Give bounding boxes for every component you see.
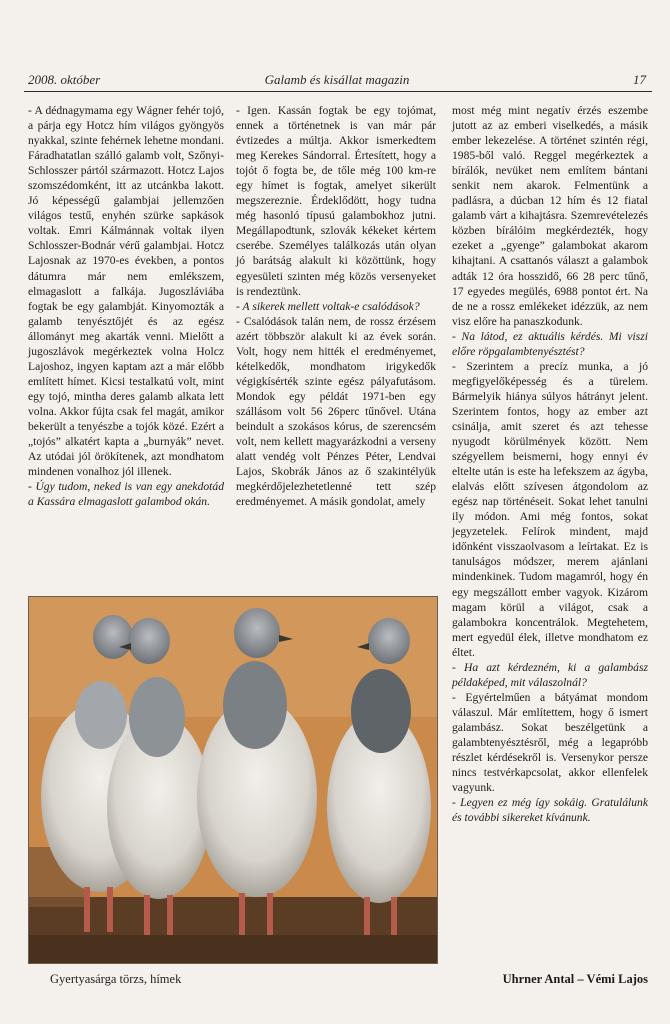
- article-column-3: [452, 103, 648, 953]
- interview-question: - A sikerek mellett voltak-e csalódások?: [236, 299, 420, 313]
- interview-answer: - Csalódások talán nem, de rossz érzésem azért többször alakult ki az évek során. Volt, hogy nem hitték el eredményemet, kételkedők, mondhatom irigykedők végigkísérték szinte egész pályafutásom. Mondok egy példát 1971-ben egy szállásom volt 56 26perc tűnővel. Utána beindult a szokásos kórus, de szerencsém volt, nem kellett magyarázkodni a verseny alatt vendég volt Pénzes Péter, Lendvai Lajos, Skobrák János az ő szakintélyük megkérdőjelezhetetlenné tett szép eredményemet. A másik gondolat, amely: [236, 314, 436, 509]
- interview-answer: - Egyértelműen a bátyámat mondom válaszul. Már említettem, hogy ő ismert galambász. Sokat beszélgetünk a galambtenyésztésről, még a legapróbb részlet kérdésekről is. Versenykor persze nincs testvérkapcsolat, akkor ellenfelek vagyunk.: [452, 690, 648, 795]
- interview-question: - Legyen ez még így sokáig. Gratulálunk és további sikereket kívánunk.: [452, 796, 648, 825]
- photo-caption: Gyertyasárga törzs, hímek: [50, 972, 182, 986]
- article-authors: Uhrner Antal – Vémi Lajos: [502, 972, 648, 986]
- interview-answer: - Szerintem a precíz munka, a jó megfigyelőképesség és a türelem. Bármelyik hiánya súlyos hátrányt jelent. Szerintem fontos, hogy az ember azt csinálja, amit szeret és azt tehesse nyugodt körülmények között. Nem szégyellem beismerni, hogy ennyi év eltelte után is este ha lefekszem az ágyba, elalvás előtt szívesen átgondolom az egész nap történéseit. Sokat lehet tanulni ily módon. Ami még fontos, sokat jegyzetelek. Felírok mindent, majd időnként visszaolvasom a leírtakat. Ez is tanulságos módszer, merem ajánlani mindenkinek. Tudom magamról, hogy én egy megszállott ember vagyok. Kizárom magam körül a világot, csak a galambokra koncentrálok. Megtehetem, mert egyedül élek, illetve mondhatom ez éltet.: [452, 359, 648, 659]
- issue-date: 2008. október: [28, 72, 101, 87]
- pigeons-photo: [28, 596, 438, 964]
- article-column-1: [28, 103, 224, 593]
- article-column-2: [236, 103, 436, 593]
- magazine-title: Galamb és kisállat magazin: [264, 72, 410, 87]
- pigeons-illustration: [29, 597, 437, 963]
- interview-answer: - A dédnagymama egy Wágner fehér tojó, a párja egy Hotcz hím világos gyöngyös nyakkal, szinte fehérnek lehetne mondani. Fáradhatatlan szálló galamb volt, Szőnyi-Schlosszer pártól származott. Hotcz Lajos szomszédomként, itt az utcánkba lakott. Jó képességű galambjai jellemzően világos testű, enyhén szürke sapkások voltak. Emri Kálmánnak voltak ilyen Schlosszer-Bodnár vérű galambjai. Hotcz Lajosnak az 1970-es években, a pontos dátumra már nem emlékszem, elmagaslott a falkája. Jugoszláviába fogtak be egy galambját. Kinyomozták a galamb tenyésztőjét és az egész állományt meg akarták venni. Mielőtt a jugoszlávok megérkeztek volna Holcz Lajoshoz, ingyen kaptam azt a már előbb említett hímet. Kicsi testalkatú volt, mint egy tojó, mintha deres galamb alkata lett volna. Akkor fújta csak fel magát, amikor bekerült a tenyészbe a tojók közé. Ezért a „tojós” alkatért kapta a „burnyák” nevet. Az utódai jól örökítenek, azt mondhatom mindenen vonalhoz jól illenek.: [28, 104, 224, 479]
- running-header: [24, 72, 650, 90]
- interview-question: - Na látod, ez aktuális kérdés. Mi viszi előre röpgalambtenyésztést?: [452, 329, 648, 358]
- interview-answer: most még mint negatív érzés eszembe jutott az az emberi viselkedés, a másik ember lekezelése. A történet szintén régi, 1985-ből való. Reggel megérkeztek a bírálók, nevüket nem említem bántani senkit nem akarok. Felmentünk a padlásra, a dúcban 12 hím és 12 fiatal galamb várt a kihajtásra. Szemrevételezés közben bírálóim megkérdezték, hogy ezeket a „gyenge” galambokat akarom kihajtani. A csattanós választ a galambok adták 12 óra hosszidő, 66 28 perc tűnő, 17 egyedes megülés, 6988 pontot ért. Na de ne a rossz emlékeket idézzük, az nem visz előre ha panaszkodunk.: [452, 104, 648, 328]
- page-number: 17: [633, 72, 646, 87]
- interview-answer: - Igen. Kassán fogtak be egy tojómat, ennek a történetnek is van már pár évtizedes a múltja. Akkor ismerkedtem meg Kerekes Sándorral. Értesített, hogy a tojót ő fogta be, de tőle még 100 km-re egy hímet is fogtak, amelyet sikerült megszereznie. Érdeklődött, hogy tudna még hasonló típusú galambokhoz jutni. Megállapodtunk, szlovák kékeket kértem cserébe. Személyes találkozás után olyan jó barátság alakult ki közöttünk, hogy egyesületi szinten még közös versenyeket is rendeztünk.: [236, 104, 436, 298]
- interview-question: - Úgy tudom, neked is van egy anekdotád a Kassára elmagaslott galambod okán.: [28, 480, 224, 509]
- header-rule: [24, 91, 652, 92]
- interview-question: - Ha azt kérdezném, ki a galambász példaképed, mit válaszolnál?: [452, 660, 648, 689]
